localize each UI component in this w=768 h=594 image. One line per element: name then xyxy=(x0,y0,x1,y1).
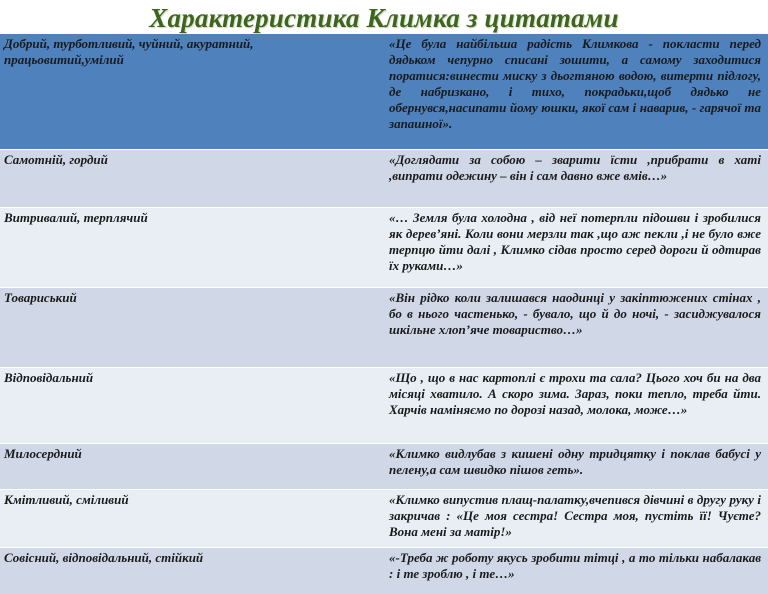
quote-cell: «Що , що в нас картоплі є трохи та сала? Цього хоч би на два місяці хватило. А скоро зима. Зараз, поки тепло, треба йти. Харчів наміняємо по дорозі назад, молока, може…» xyxy=(389,370,761,417)
quote-cell: «… Земля була холодна , від неї потерпли підошви і зробилися як дерев’яні. Коли вони мерзли так ,що аж пекли ,і не було вже терпцю йти далі , Климко сідав просто серед дороги й одтирав їх руками…» xyxy=(389,210,761,273)
quote-cell: «Климко випустив плащ-палатку,вчепився дівчині в другу руку і закричав : «Це моя сестра! Сестра моя, пустіть її! Чуєте?Вона мені за матір!» xyxy=(389,492,761,539)
table-row xyxy=(0,490,768,548)
table-row xyxy=(0,150,768,208)
quote-cell: «Це була найбільша радість Климкова - покласти перед дядьком чепурно списані зошити, а самому заходитися поратися:винести миску з дьогтяною водою, витерти підлогу, де набризкано, і тихо, покрадьки,щоб дядько не обернувся,насипати йому юшки, якої сам і наварив, - гарячої та запашної». xyxy=(389,36,761,131)
table-row xyxy=(0,34,768,150)
trait-cell: Відповідальний xyxy=(4,370,94,385)
table-row xyxy=(0,208,768,288)
table-row xyxy=(0,548,768,594)
trait-cell: Совісний, відповідальний, стійкий xyxy=(4,550,204,565)
quote-cell: «Він рідко коли залишався наодинці у закіптюжених стінах , бо в нього частенько, - бувало, що й до ночі, - засиджувалося шкільне хлоп’яче товариство…» xyxy=(389,290,761,337)
trait-cell: Кмітливий, сміливий xyxy=(4,492,129,507)
trait-cell: Товариський xyxy=(4,290,77,305)
table-row xyxy=(0,444,768,490)
trait-cell: Самотній, гордий xyxy=(4,152,108,167)
quote-cell: «Климко видлубав з кишені одну тридцятку і поклав бабусі у пелену,а сам швидко пішов геть». xyxy=(389,446,761,477)
quote-cell: «Доглядати за собою – зварити їсти ,прибрати в хаті ,випрати одежину – він і сам давно вже вмів…» xyxy=(389,152,761,183)
quote-cell: «-Треба ж роботу якусь зробити тітці , а то тільки набалакав : і те зроблю , і те…» xyxy=(389,550,761,581)
characteristics-table xyxy=(0,34,768,594)
table-row xyxy=(0,368,768,444)
table-row xyxy=(0,288,768,368)
page-title: Характеристика Климка з цитатами xyxy=(149,3,619,33)
trait-cell: Витривалий, терплячий xyxy=(4,210,148,225)
trait-cell: Милосердний xyxy=(4,446,82,461)
trait-cell: Добрий, турботливий, чуйний, акуратний, працьовитий,умілий xyxy=(4,36,254,67)
